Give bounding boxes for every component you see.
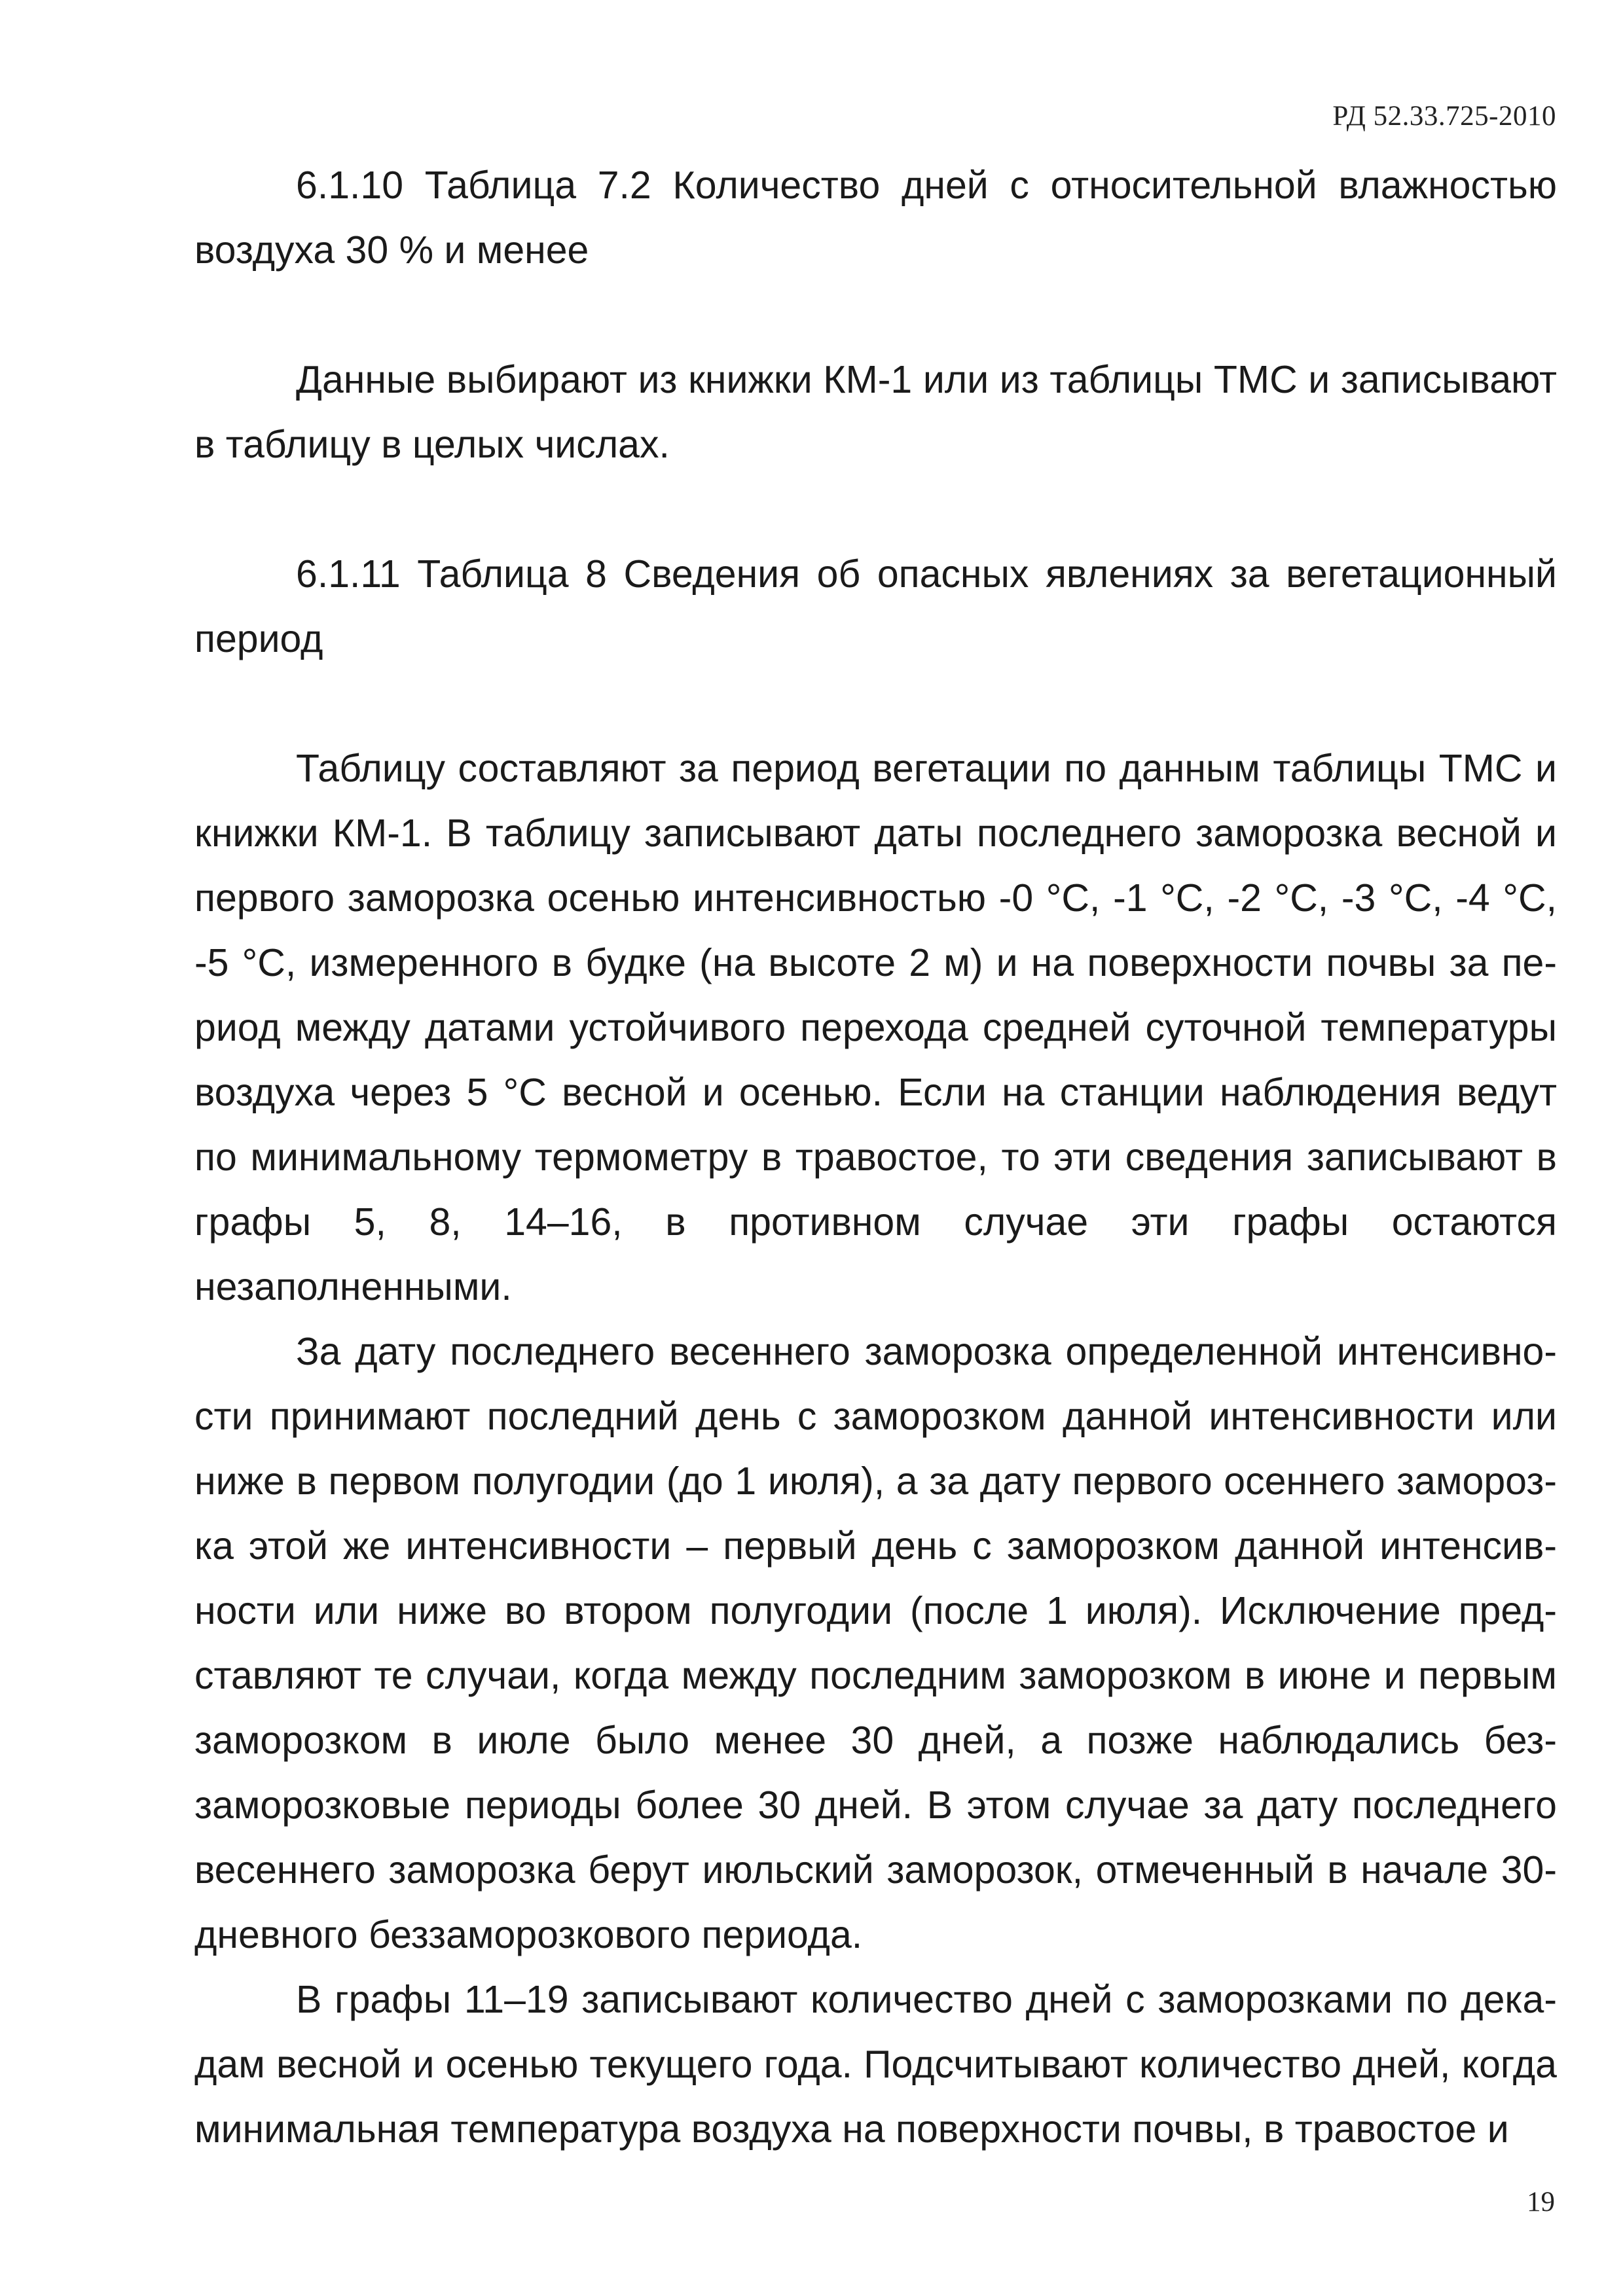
document-body: [194, 153, 1557, 2162]
section-heading-6-1-10: 6.1.10 Таблица 7.2 Количество дней с относительной влажностью воздуха 30 % и менее: [194, 164, 1557, 272]
paragraph: За дату последнего весеннего заморозка определенной интенсивности принимают последний день с заморозком данной интенсивности или ниже в первом полугодии (до 1 июля), а за дату первого осеннего заморозка этой же интенсивности – первый день с заморозком данной интенсивности или ниже во втором полугодии (после 1 июля). Исключение представляют те случаи, когда между последним заморозком в июне и первым заморозком в июле было менее 30 дней, а позже наблюдались беззаморозковые периоды более 30 дней. В этом случае за дату последнего весеннего заморозка берут июльский заморозок, отмеченный в начале 30-дневного беззаморозкового периода.: [194, 1330, 1557, 1956]
paragraph: В графы 11–19 записывают количество дней с заморозками по декадам весной и осенью текущего года. Подсчитывают количество дней, когда минимальная температура воздуха на поверхности почвы, в травостое и: [194, 1978, 1557, 2151]
paragraph: Таблицу составляют за период вегетации по данным таблицы ТМС и книжки КМ-1. В таблицу записывают даты последнего заморозка весной и первого заморозка осенью интенсивностью -0 °С, -1 °С, -2 °С, -3 °С, -4 °С, -5 °С, измеренного в будке (на высоте 2 м) и на поверхности почвы за период между датами устойчивого перехода средней суточной температуры воздуха через 5 °С весной и осенью. Если на станции наблюдения ведут по минимальному термометру в травостое, то эти сведения записывают в графы 5, 8, 14–16, в противном случае эти графы остаются незаполненными.: [194, 747, 1557, 1308]
page-number: 19: [1527, 2187, 1555, 2217]
document-code: РД 52.33.725-2010: [1332, 101, 1556, 132]
paragraph: Данные выбирают из книжки КМ-1 или из таблицы ТМС и записывают в таблицу в целых числах.: [194, 358, 1557, 466]
section-heading-6-1-11: 6.1.11 Таблица 8 Сведения об опасных явлениях за вегетационный период: [194, 552, 1557, 660]
